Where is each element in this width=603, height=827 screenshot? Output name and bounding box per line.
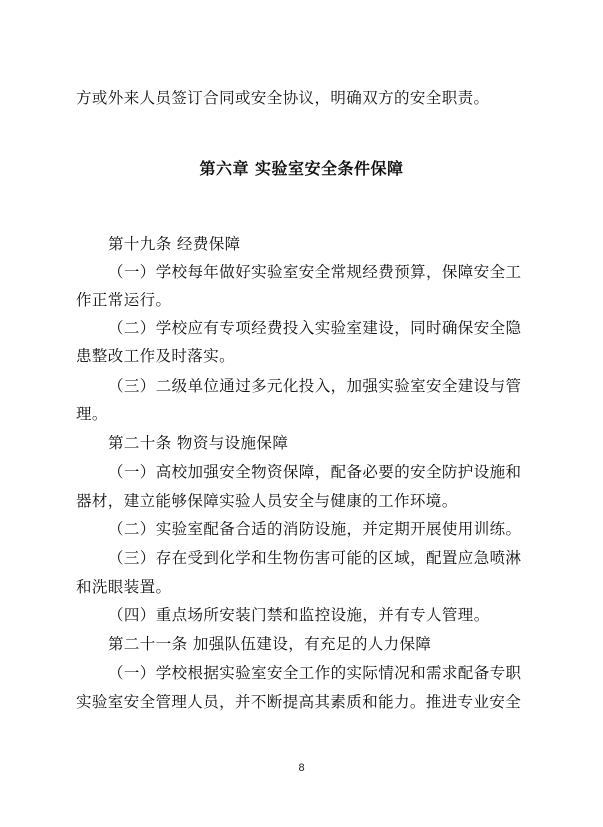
- text-line: （一）学校根据实验室安全工作的实际情况和需求配备专职: [108, 664, 522, 682]
- text-line: 和洗眼装置。: [76, 578, 172, 596]
- text-line: 实验室安全管理人员，并不断提高其素质和能力。推进专业安全: [76, 693, 522, 711]
- text-line: （一）学校每年做好实验室安全常规经费预算，保障安全工: [108, 263, 522, 281]
- text-line: 作正常运行。: [76, 291, 172, 309]
- text-line: （三）二级单位通过多元化投入，加强实验室安全建设与管: [108, 377, 522, 395]
- text-line: 器材，建立能够保障实验人员安全与健康的工作环境。: [76, 492, 458, 510]
- article-heading: 第二十条 物资与设施保障: [108, 434, 289, 452]
- text-line: 理。: [76, 405, 108, 423]
- text-line: （二）实验室配备合适的消防设施，并定期开展使用训练。: [108, 520, 522, 538]
- text-line: （四）重点场所安装门禁和监控设施，并有专人管理。: [108, 606, 490, 624]
- text-line: （三）存在受到化学和生物伤害可能的区域，配置应急喷淋: [108, 549, 522, 567]
- article-heading: 第十九条 经费保障: [108, 235, 241, 253]
- chapter-heading: 第六章 实验室安全条件保障: [199, 159, 404, 178]
- text-line: 方或外来人员签订合同或安全协议，明确双方的安全职责。: [76, 89, 490, 107]
- text-line: 患整改工作及时落实。: [76, 347, 236, 365]
- text-line: （一）高校加强安全物资保障，配备必要的安全防护设施和: [108, 463, 522, 481]
- text-line: （二）学校应有专项经费投入实验室建设，同时确保安全隐: [108, 319, 522, 337]
- page-number: 8: [298, 762, 305, 774]
- article-heading: 第二十一条 加强队伍建设，有充足的人力保障: [108, 635, 432, 653]
